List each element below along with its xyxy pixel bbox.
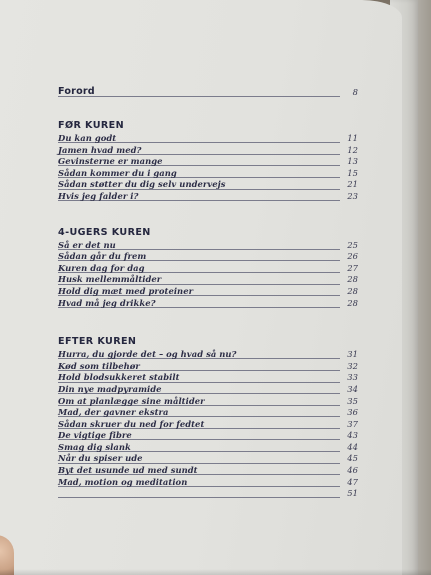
toc-entry-title: Når du spiser ude	[58, 453, 143, 464]
toc-entry-title: Sådan går du frem	[58, 251, 147, 262]
toc-entry-title: Mad, der gavner ekstra	[58, 407, 169, 418]
toc-entry-page: 28	[347, 285, 358, 296]
toc-entry	[58, 407, 358, 419]
toc-entry	[58, 465, 358, 477]
toc-entry	[58, 372, 358, 384]
toc-entry-page: 15	[347, 167, 358, 178]
toc-entry-title: Så er det nu	[58, 239, 116, 250]
toc-entry	[58, 396, 358, 408]
toc-entry	[58, 298, 358, 310]
toc-entry-page: 34	[347, 383, 358, 394]
toc-entry	[58, 477, 358, 489]
toc-preface-title: Forord	[58, 86, 95, 97]
toc-entry-title: Din nye madpyramide	[58, 383, 162, 394]
toc-entry-page: 28	[347, 274, 358, 285]
toc-entry-title: Hold dig mæt med proteiner	[58, 285, 194, 296]
toc-entry	[58, 145, 358, 157]
toc-entry-title: Hold blodsukkeret stabilt	[58, 372, 180, 383]
dot-leader	[58, 96, 340, 97]
toc-entry-title: Smag dig slank	[58, 441, 131, 452]
section-heading-four-week: 4-UGERS KUREN	[58, 226, 151, 238]
section-entries	[58, 349, 358, 500]
toc-entry-title: Kuren dag for dag	[58, 262, 145, 273]
toc-preface	[58, 86, 358, 98]
toc-entry-title: Gevinsterne er mange	[58, 156, 163, 167]
toc-entry	[58, 251, 358, 263]
toc-entry-title: Byt det usunde ud med sundt	[58, 465, 198, 476]
toc-entry	[58, 179, 358, 191]
toc-entry-title: Husk mellemmåltider	[58, 274, 162, 285]
toc-entry-page: 36	[347, 407, 358, 418]
section-heading-before: FØR KUREN	[58, 120, 125, 131]
toc-entry-page: 12	[347, 144, 358, 155]
toc-entry-page: 23	[347, 190, 358, 201]
toc-entry-title: Hvis jeg falder i?	[58, 190, 139, 201]
spacer	[58, 309, 358, 336]
section-entries	[58, 240, 358, 310]
toc-entry-page: 32	[347, 360, 358, 371]
toc-entry-page: 25	[347, 239, 358, 250]
toc-entry-title: Jamen hvad med?	[58, 144, 142, 155]
toc-entry	[58, 274, 358, 286]
page-shadow	[0, 569, 431, 575]
toc-preface-page: 8	[352, 87, 358, 97]
toc-entry	[58, 156, 358, 168]
toc-entry	[58, 263, 358, 275]
toc-entry-title: Sådan kommer du i gang	[58, 167, 177, 178]
table-of-contents	[58, 86, 358, 500]
toc-entry-page: 46	[347, 465, 358, 476]
toc-entry	[58, 419, 358, 431]
toc-entry-page: 31	[347, 349, 358, 360]
section-heading-after: EFTER KUREN	[58, 336, 137, 348]
section-entries	[58, 133, 358, 203]
toc-entry-title: Hurra, du gjorde det – og hvad så nu?	[58, 349, 237, 360]
toc-entry-title: Sådan støtter du dig selv undervejs	[58, 179, 226, 190]
toc-entry	[58, 384, 358, 396]
toc-entry-page: 26	[347, 251, 358, 262]
toc-entry-title: De vigtige fibre	[58, 430, 132, 441]
toc-entry-page: 28	[347, 297, 358, 308]
toc-entry	[58, 349, 358, 361]
toc-entry-title: Sådan skruer du ned for fedtet	[58, 418, 205, 429]
toc-entry-page: 44	[347, 441, 358, 452]
toc-entry	[58, 286, 358, 298]
toc-entry-title: Mad, motion og meditation	[58, 476, 188, 487]
toc-entry-page: 11	[347, 133, 358, 143]
toc-entry-page: 43	[347, 430, 358, 441]
toc-entry	[58, 430, 358, 442]
toc-entry-page: 35	[347, 395, 358, 406]
toc-entry-page: 45	[347, 453, 358, 464]
toc-entry-title: Om at planlægge sine måltider	[58, 395, 205, 406]
dot-leader	[58, 497, 340, 498]
toc-entry-page: 27	[347, 262, 358, 273]
toc-entry	[58, 191, 358, 203]
toc-entry-page: 21	[347, 179, 358, 190]
toc-entry-title: Hvad må jeg drikke?	[58, 297, 156, 308]
toc-entry-page: 13	[347, 156, 358, 167]
toc-entry	[58, 240, 358, 252]
toc-entry	[58, 133, 358, 145]
spacer	[58, 203, 358, 227]
toc-entry	[58, 168, 358, 180]
toc-entry-title: Kød som tilbehør	[58, 360, 140, 371]
toc-entry-page: 33	[347, 372, 358, 383]
toc-entry	[58, 442, 358, 454]
toc-entry-page: 37	[347, 418, 358, 429]
toc-entry-title: Du kan godt	[58, 133, 117, 143]
toc-entry	[58, 488, 358, 500]
toc-entry-page: 51	[347, 488, 358, 499]
toc-entry-page: 47	[347, 476, 358, 487]
toc-entry	[58, 453, 358, 465]
toc-entry	[58, 361, 358, 373]
spacer	[58, 98, 358, 120]
